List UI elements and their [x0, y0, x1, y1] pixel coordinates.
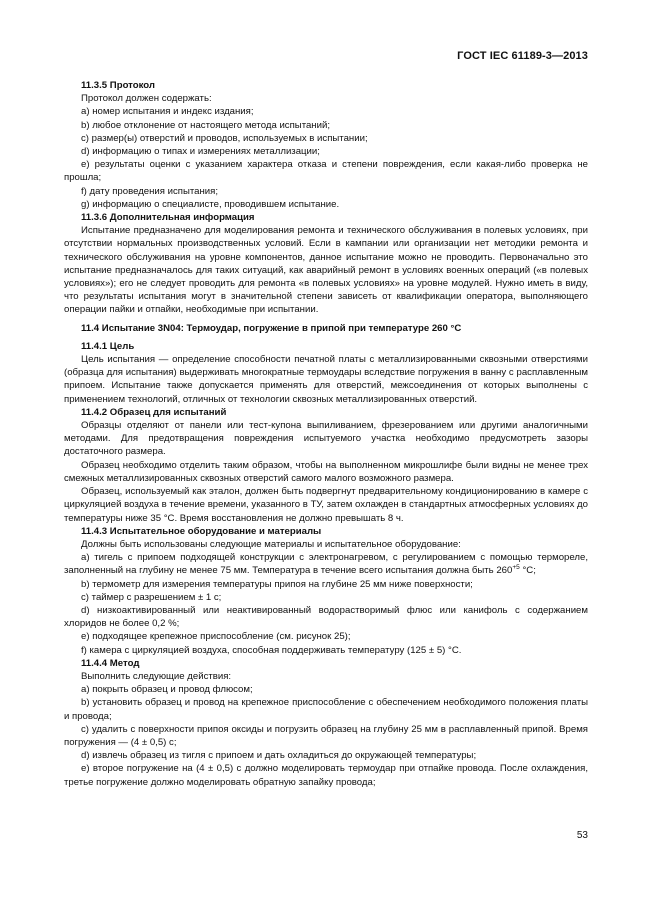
- paragraph-text: e) подходящее крепежное приспособление (см. рисунок 25);: [81, 631, 351, 643]
- paragraph: [64, 538, 588, 551]
- paragraph: [64, 683, 588, 696]
- paragraph-text: Должны быть использованы следующие материалы и испытательное оборудование:: [81, 538, 461, 550]
- paragraph-text: c) размер(ы) отверстий и проводов, используемых в испытании;: [81, 132, 368, 144]
- section-heading: [64, 79, 588, 92]
- paragraph: [64, 591, 588, 604]
- paragraph: [64, 630, 588, 643]
- paragraph-text: c) таймер с разрешением ± 1 с;: [81, 591, 222, 603]
- paragraph: [64, 749, 588, 762]
- section-heading: [64, 525, 588, 538]
- paragraph: [64, 92, 588, 105]
- paragraph-text: 11.4 Испытание 3N04: Термоудар, погружение в припой при температуре 260 °С: [81, 322, 462, 334]
- paragraph-text: 11.4.2 Образец для испытаний: [81, 406, 227, 418]
- paragraph-text: Образец, используемый как эталон, должен быть подвергнут предварительному кондиционированию в камере с циркуляцией воздуха в течение времени, указанного в ТУ, затем охлажден в стандартных атмосферных условиях до температуры ниже 35 °С. Время восстановления не должно превышать 8 ч.: [64, 486, 588, 524]
- paragraph-text: b) любое отклонение от настоящего метода испытаний;: [81, 119, 330, 131]
- paragraph-text-tail: °С;: [519, 565, 536, 577]
- paragraph: [64, 723, 588, 749]
- paragraph: [64, 485, 588, 525]
- paragraph-text: 11.4.4 Метод: [81, 657, 140, 669]
- paragraph-text: Образец необходимо отделить таким образом, чтобы на выполненном микрошлифе были видны не менее трех смежных металлизированных сквозных отверстий самого малого возможного размера.: [64, 459, 588, 484]
- paragraph-text: 11.4.1 Цель: [81, 340, 135, 352]
- paragraph: [64, 105, 588, 118]
- paragraph: [64, 670, 588, 683]
- paragraph-text: f) дату проведения испытания;: [81, 185, 219, 197]
- section-heading: [64, 657, 588, 670]
- paragraph-text: Цель испытания — определение способности печатной платы с металлизированными сквозными отверстиями (образца для испытания) выдерживать многократные термоудары вследствие погружения в ванну с расплавленным припоем. Испытание также допускается применять для отверстий, межсоединения от которых выполнены с применением технологий, отличных от технологии сквозных металлизированных отверстий.: [64, 354, 588, 405]
- document-header: ГОСТ IEC 61189-3—2013: [457, 50, 588, 62]
- paragraph-text: b) термометр для измерения температуры припоя на глубине 25 мм ниже поверхности;: [81, 578, 473, 590]
- paragraph-text: 11.3.6 Дополнительная информация: [81, 212, 255, 224]
- paragraph-text: 11.4.3 Испытательное оборудование и материалы: [81, 525, 322, 537]
- paragraph: [64, 353, 588, 406]
- paragraph-text: b) установить образец и провод на крепежное приспособление с обеспечением необходимого положения платы и провода;: [64, 697, 588, 722]
- section-heading: [64, 406, 588, 419]
- paragraph: [64, 145, 588, 158]
- paragraph: [64, 459, 588, 485]
- paragraph-text: c) удалить с поверхности припоя оксиды и погрузить образец на глубину 25 мм в расплавленный припой. Время погружения — (4 ± 0,5) с;: [64, 723, 588, 748]
- paragraph: [64, 224, 588, 316]
- section-heading: [64, 340, 588, 353]
- paragraph-text: d) низкоактивированный или неактивированный водорастворимый флюс или канифоль с содержанием хлоридов не более 0,2 %;: [64, 604, 588, 630]
- paragraph-text: e) результаты оценки с указанием характера отказа и степени повреждения, если какая-либо проверка не прошла;: [64, 159, 588, 184]
- paragraph-text: d) извлечь образец из тигля с припоем и дать охладиться до окружающей температуры;: [81, 750, 477, 762]
- paragraph-text: d) информацию о типах и измерениях металлизации;: [81, 146, 320, 158]
- paragraph: [64, 185, 588, 198]
- page-number: 53: [576, 830, 588, 841]
- paragraph-text: a) номер испытания и индекс издания;: [81, 106, 254, 118]
- paragraph-text: Испытание предназначено для моделирования ремонта и технического обслуживания в полевых условиях, при отсутствии нормальных производственных условий. Если в кампании или организации нет методики ремонта и технического обслуживания на уровне компонентов, данное испытание можно не проводить. Первоначально это испытание предназначалось для таких ситуаций, как аварийный ремонт в условиях военных операций («в полевых условиях»); его не следует проводить для ремонта «в полевых условиях» на уровне модулей. Нужно иметь в виду, что результаты испытания могут в значительной степени зависеть от квалификации оператора, выполняющего операции пайки и отпайки, необходимые при испытании.: [64, 225, 588, 316]
- tolerance-superscript: +5: [512, 564, 520, 572]
- paragraph: [64, 644, 588, 657]
- paragraph: [64, 198, 588, 211]
- paragraph: [64, 419, 588, 459]
- paragraph-text: Протокол должен содержать:: [81, 93, 212, 105]
- paragraph: [64, 132, 588, 145]
- paragraph: [64, 696, 588, 722]
- paragraph: [64, 762, 588, 788]
- paragraph: [64, 578, 588, 591]
- paragraph: [64, 119, 588, 132]
- section-heading: [64, 211, 588, 224]
- section-heading: [64, 322, 588, 335]
- paragraph: [64, 551, 588, 577]
- paragraph-text: Образцы отделяют от панели или тест-купона выпиливанием, фрезерованием или другими аналогичными методами. Для предотвращения повреждения испытуемого участка необходимо предусмотреть зазоры достаточного размера.: [64, 420, 588, 458]
- paragraph-text: a) покрыть образец и провод флюсом;: [81, 684, 253, 696]
- paragraph-text: 11.3.5 Протокол: [81, 80, 156, 91]
- paragraph-text: a) тигель с припоем подходящей конструкции с электронагревом, с регулированием с помощью термореле, заполненный на глубину не менее 75 мм. Температура в течение всего испытания должна быть 260: [64, 552, 588, 577]
- paragraph-text: e) второе погружение на (4 ± 0,5) с должно моделировать термоудар при отпайке провода. После охлаждения, третье погружение должно моделировать обратную запайку провода;: [64, 763, 588, 788]
- document-body: [64, 79, 588, 789]
- paragraph-text: f) камера с циркуляцией воздуха, способная поддерживать температуру (125 ± 5) °С.: [81, 644, 462, 656]
- paragraph-text: g) информацию о специалисте, проводившем испытание.: [81, 198, 340, 210]
- paragraph: [64, 604, 588, 630]
- paragraph-text: Выполнить следующие действия:: [81, 670, 232, 682]
- paragraph: [64, 158, 588, 184]
